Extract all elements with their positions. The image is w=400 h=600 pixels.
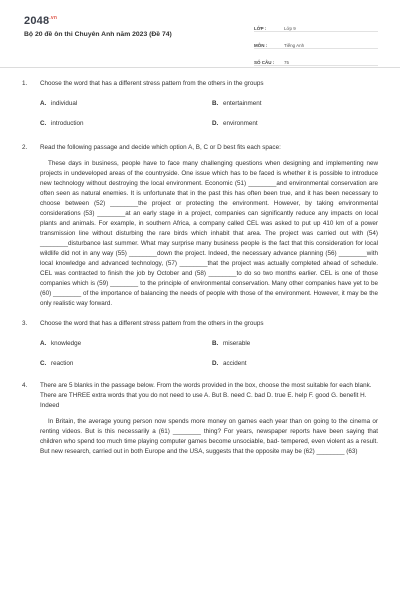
answer-options (40, 339, 378, 369)
question-list (22, 79, 378, 457)
question-text: There are 5 blanks in the passage below. From the words provided in the box, choose the most suitable for each blank. There are THREE extra words that you do not need to use A. But B. need C. bad D. true E. help F. good G. benefit H. Indeed (40, 382, 372, 409)
question-number: 4. (22, 382, 28, 389)
option-a[interactable]: A. knowledge (40, 340, 82, 347)
option-d[interactable]: D. accident (212, 360, 247, 367)
question-4 (22, 381, 378, 457)
meta-info (254, 18, 378, 69)
option-a[interactable]: A. individual (40, 100, 78, 107)
meta-value: Tiếng Anh (284, 43, 305, 48)
question-number: 3. (22, 320, 28, 327)
option-c[interactable]: C. introduction (40, 120, 84, 127)
meta-value: 75 (284, 60, 290, 65)
meta-value: Lớp 9 (284, 26, 296, 31)
question-number: 1. (22, 80, 28, 87)
page-title: Bộ 20 đề ôn thi Chuyên Anh năm 2023 (Đề 74) (24, 31, 172, 38)
option-b[interactable]: B. entertainment (212, 100, 262, 107)
meta-row-subject (254, 35, 378, 49)
passage-text: These days in business, people have to face many challenging questions when designing and implementing new projects in undeveloped areas of the countryside. One issue which has to be faced is whether it is possible to introduce new technology without destroying the local environment. Economic (51) ________and environmental conservation are often seen as natural enemies. It is unfortunate that in the past this has often been true, and it has been necessary to choose between (52) ________the project or protecting the environment. However, by taking environmental considerations (53) ________at an early stage in a project, companies can significantly reduce any impacts on local plants and animals. For example, in southern Africa, a company called CEL was asked to put up 410 km of a power transmission line without disturbing the rare birds which inhabit that area. The project was carried out with (54) ________disturbance last summer. What may surprise many business people is the fact that this consideration for local wildlife did not in any way (55) ________down the project. Indeed, the necessary advance planning (56) ________with local knowledge and advanced technology, (57) ________that the project was actually completed ahead of schedule. CEL was contracted to finish the job by October and (58) ________to do so two months earlier. CEL is one of those companies which is (59) ________ to the principle of environmental conservation. Many other companies have yet to be (60) ________ of the importance of balancing the needs of people with those of the environment. However, it may be the only realistic way forward. (40, 160, 378, 307)
question-3 (22, 319, 378, 369)
meta-label: LỚP : (254, 26, 267, 31)
reading-passage (40, 417, 378, 457)
meta-label: SỐ CÂU : (254, 60, 275, 65)
question-2 (22, 143, 378, 309)
reading-passage (40, 159, 378, 309)
meta-row-count (254, 52, 378, 66)
header-divider (0, 67, 400, 68)
meta-label: MÔN : (254, 43, 268, 48)
option-c[interactable]: C. reaction (40, 360, 74, 367)
question-text: Choose the word that has a different stress pattern from the others in the groups (40, 80, 264, 87)
question-number: 2. (22, 144, 28, 151)
site-logo[interactable]: $2048^{.vn}$ (24, 15, 58, 27)
option-d[interactable]: D. environment (212, 120, 258, 127)
option-b[interactable]: B. miserable (212, 340, 251, 347)
passage-text: In Britain, the average young person now spends more money on games each year than on going to the cinema or renting videos. But is this necessarily a (61) ________ thing? For years, newspaper reports have been saying that children who spend too much time playing computer games become unsociable, bad- tempered, even violent as a result. But new research, carried out in both Europe and the USA, suggests that the opposite may be (62) ________ (63) (40, 418, 378, 455)
meta-row-class (254, 18, 378, 32)
answer-options (40, 99, 378, 129)
question-text: Choose the word that has a different stress pattern from the others in the groups (40, 320, 264, 327)
question-text: Read the following passage and decide which option A, B, C or D best fits each space: (40, 144, 281, 151)
question-1 (22, 79, 378, 129)
page-header (0, 0, 400, 64)
